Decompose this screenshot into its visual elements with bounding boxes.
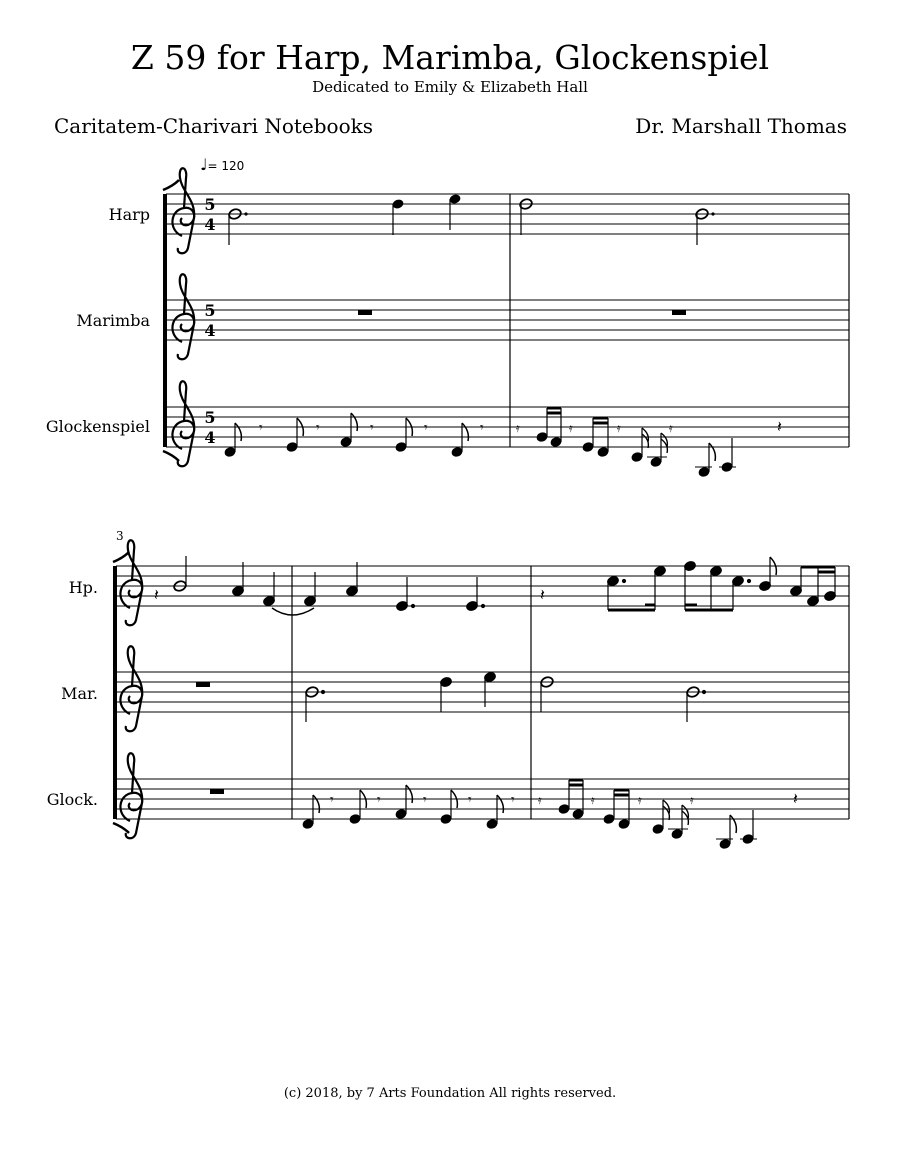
svg-text:𝄾: 𝄾 <box>259 420 263 436</box>
instrument-name-marimba: Marimba <box>76 311 150 330</box>
instrument-name-harp: Harp <box>108 205 150 224</box>
staff-harp <box>166 194 849 234</box>
svg-text:𝄾: 𝄾 <box>480 420 484 436</box>
svg-text:𝄿: 𝄿 <box>569 421 573 435</box>
svg-text:𝄾: 𝄾 <box>330 792 334 808</box>
instrument-name-glockenspiel: Glockenspiel <box>45 417 150 436</box>
svg-text:𝄾: 𝄾 <box>377 792 381 808</box>
instrument-abbrev-marimba: Mar. <box>61 684 98 703</box>
collection-name: Caritatem-Charivari Notebooks <box>54 114 374 138</box>
svg-text:𝄾: 𝄾 <box>316 420 320 436</box>
timesig-den: 4 <box>204 215 216 234</box>
staff-marimba <box>166 300 849 340</box>
dedication: Dedicated to Emily & Elizabeth Hall <box>312 78 588 96</box>
instrument-abbrev-glockenspiel: Glock. <box>46 790 98 809</box>
svg-text:𝄽: 𝄽 <box>777 417 782 436</box>
timesig-den: 4 <box>204 321 216 340</box>
svg-text:𝄿: 𝄿 <box>638 793 642 807</box>
svg-text:𝄿: 𝄿 <box>516 421 520 435</box>
timesig-num: 5 <box>204 195 216 214</box>
svg-text:𝄿: 𝄿 <box>690 793 694 807</box>
svg-text:𝄿: 𝄿 <box>669 421 673 435</box>
staff-glockenspiel-2 <box>116 779 849 819</box>
staff-glockenspiel <box>166 407 849 447</box>
staff-harp-2 <box>116 566 849 606</box>
svg-text:𝄽: 𝄽 <box>793 789 798 808</box>
staff-marimba-2 <box>116 672 849 712</box>
system-1 <box>163 168 849 477</box>
quarter-note-icon: ♩ <box>200 155 208 174</box>
svg-text:𝄿: 𝄿 <box>538 793 542 807</box>
tempo-value: = 120 <box>207 159 245 173</box>
svg-text:𝄿: 𝄿 <box>617 421 621 435</box>
instrument-abbrev-harp: Hp. <box>68 578 98 597</box>
svg-text:𝄽: 𝄽 <box>154 585 159 604</box>
system-2 <box>113 540 849 849</box>
composer-name: Dr. Marshall Thomas <box>635 114 847 138</box>
copyright-notice: (c) 2018, by 7 Arts Foundation All rights reserved. <box>283 1086 617 1101</box>
svg-text:𝄾: 𝄾 <box>370 420 374 436</box>
svg-text:𝄾: 𝄾 <box>424 420 428 436</box>
svg-text:𝄽: 𝄽 <box>540 585 545 604</box>
svg-text:𝄾: 𝄾 <box>511 792 515 808</box>
svg-text:𝄾: 𝄾 <box>423 792 427 808</box>
svg-text:𝄿: 𝄿 <box>591 793 595 807</box>
measure-number: 3 <box>116 529 124 543</box>
score-title: Z 59 for Harp, Marimba, Glockenspiel <box>130 38 770 77</box>
timesig-num: 5 <box>204 301 216 320</box>
timesig-den: 4 <box>204 428 216 447</box>
svg-text:𝄾: 𝄾 <box>468 792 472 808</box>
timesig-num: 5 <box>204 408 216 427</box>
